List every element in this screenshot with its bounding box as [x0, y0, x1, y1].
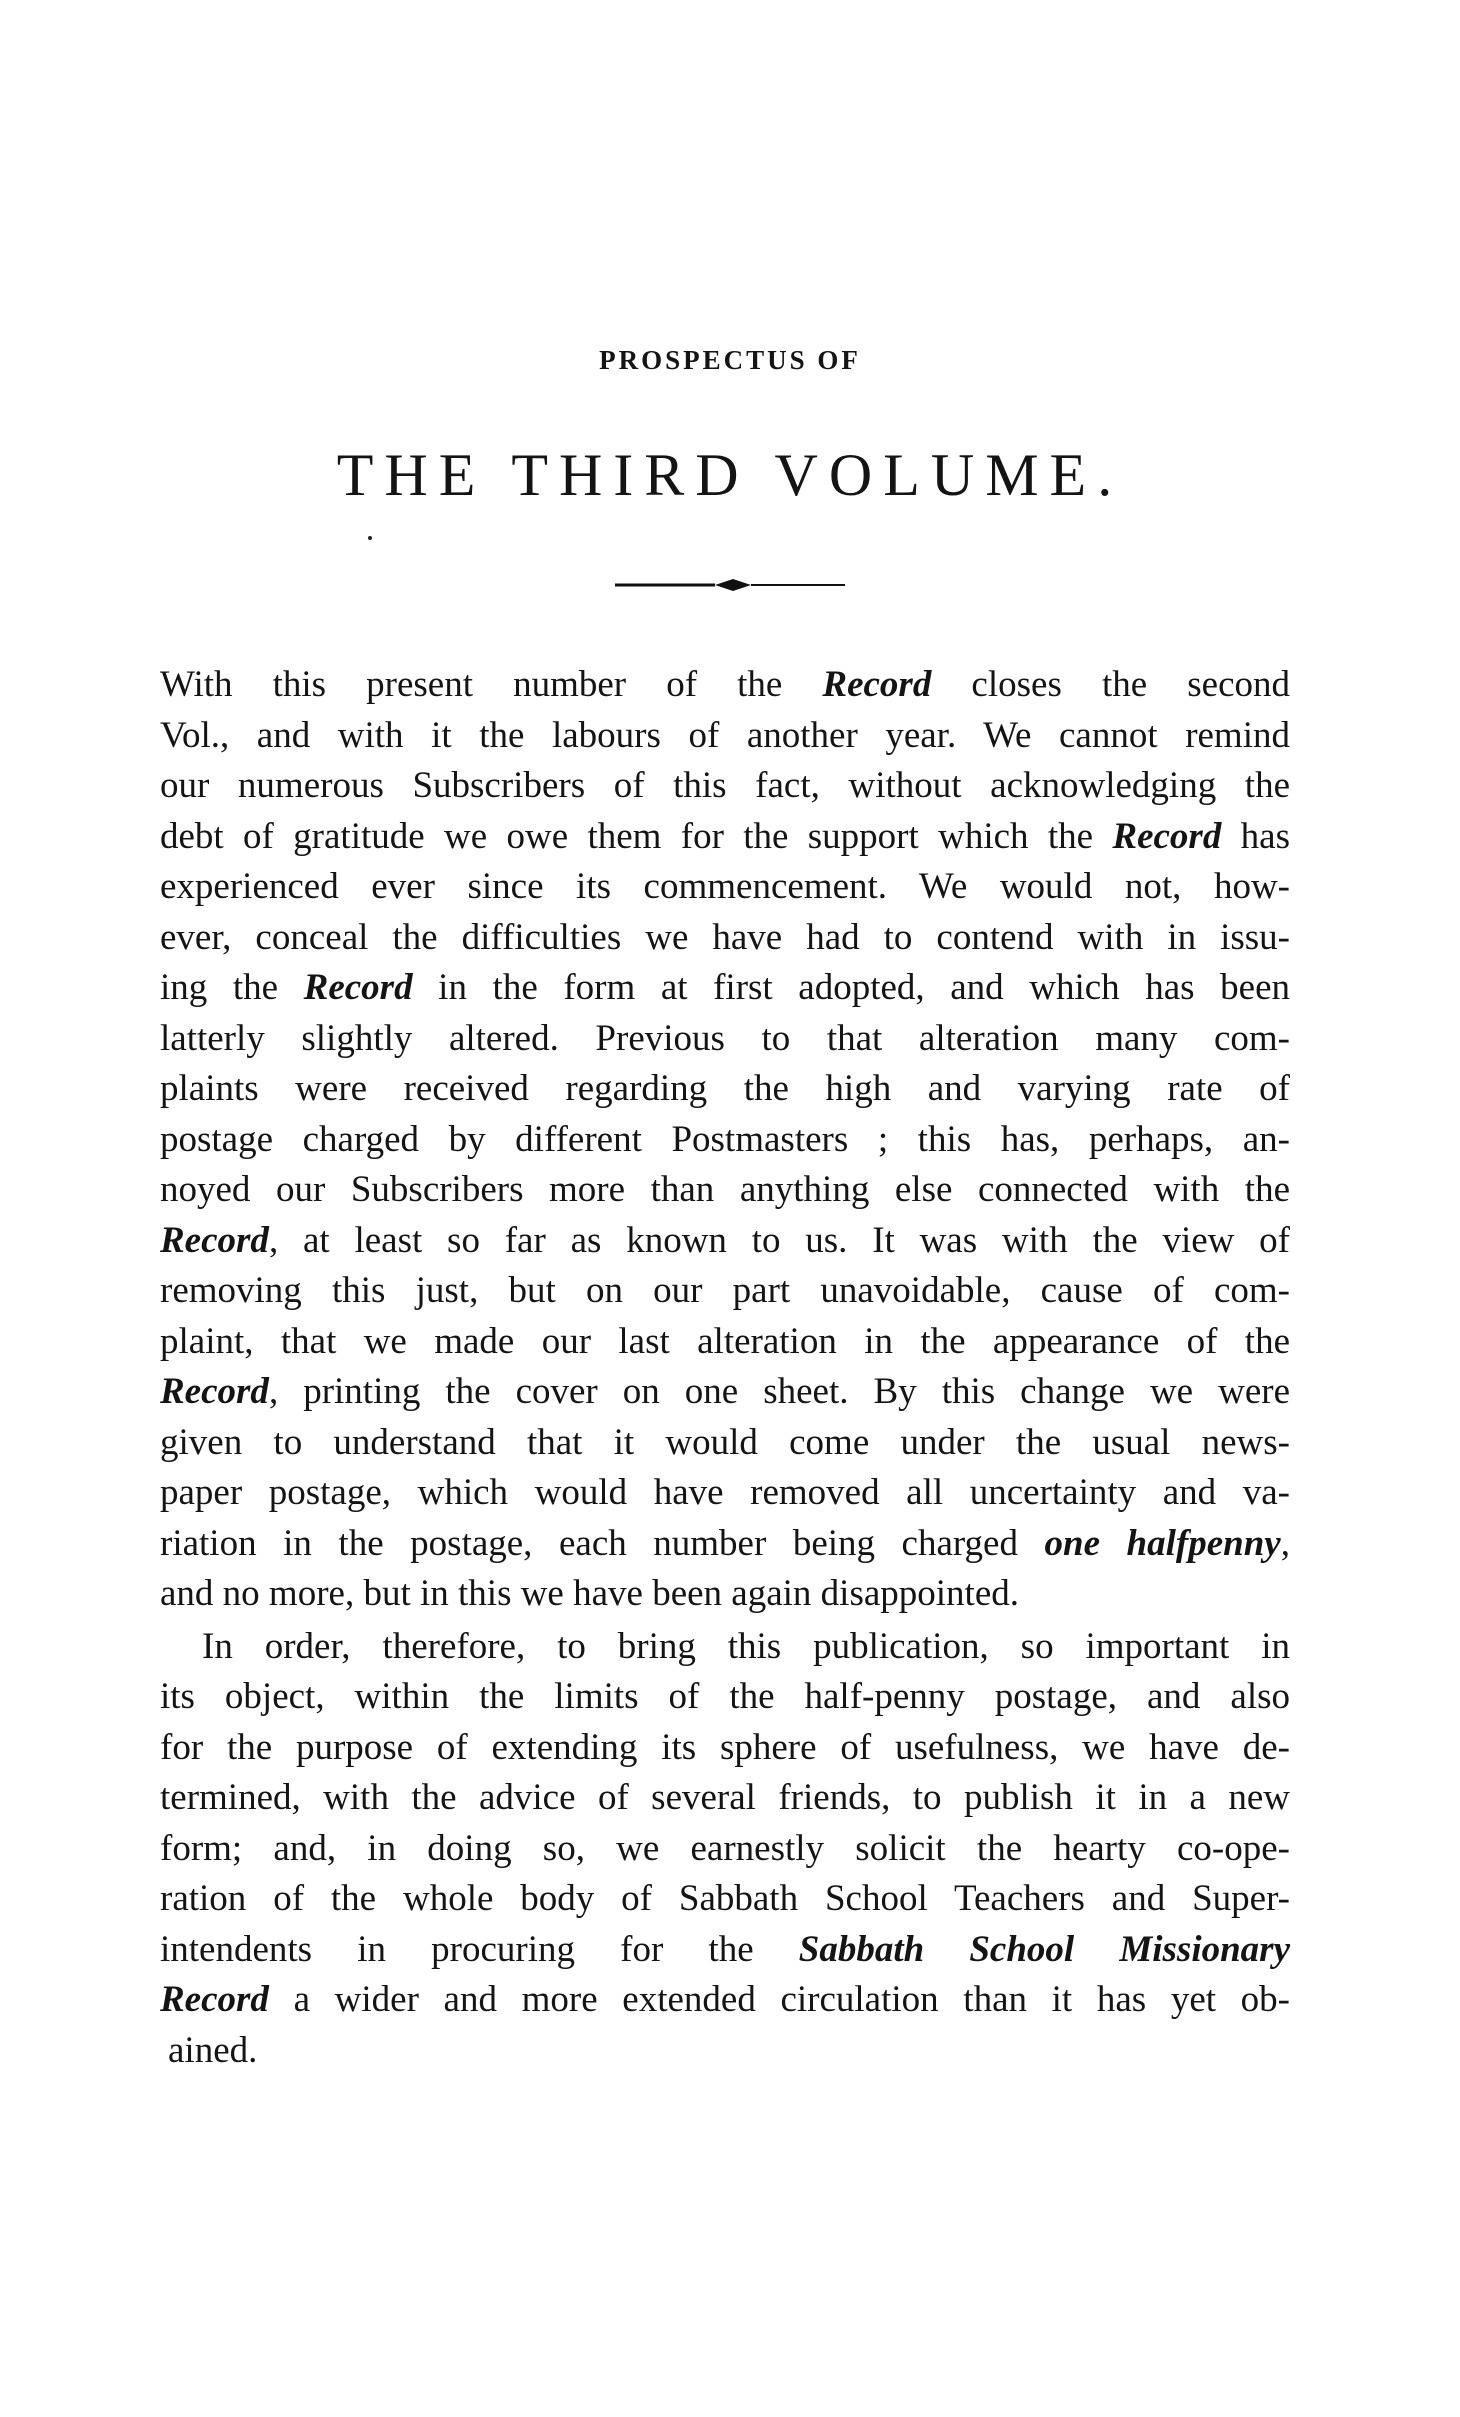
text-line — [160, 1418, 1290, 1469]
text-line — [160, 1824, 1290, 1875]
kicker-heading: PROSPECTUS OF — [599, 345, 861, 375]
italic-run: one halfpenny — [1044, 1522, 1281, 1564]
text-run: in the form at first adopted, and which has been — [412, 967, 1291, 1008]
text-run: ever, conceal the difficulties we have had to contend with in issu- — [160, 916, 1290, 958]
text-line — [160, 1115, 1290, 1166]
italic-run: Sabbath School Missionary — [798, 1928, 1290, 1970]
italic-run: Record — [160, 1979, 269, 2020]
text-run: , — [1280, 1522, 1290, 1564]
text-run: termined, with the advice of several friends, to publish it in a new — [160, 1777, 1290, 1818]
text-line — [160, 1773, 1290, 1824]
text-line — [160, 1216, 1290, 1267]
text-run: latterly slightly altered. Previous to that alteration many com- — [160, 1017, 1290, 1059]
text-line — [160, 963, 1290, 1014]
text-line — [160, 1672, 1290, 1723]
text-run: intendents in procuring for the — [160, 1928, 799, 1970]
text-line — [160, 1317, 1290, 1368]
text-line — [160, 1622, 1290, 1673]
text-run: , printing the cover on one sheet. By this change we were — [268, 1371, 1290, 1412]
text-line — [160, 862, 1290, 913]
text-run: noyed our Subscribers more than anything else connected with the — [160, 1169, 1290, 1210]
page-title: THE THIRD VOLUME. — [336, 442, 1124, 508]
text-line — [160, 1468, 1290, 1519]
text-line — [160, 1519, 1290, 1570]
text-line — [160, 812, 1290, 863]
diamond-rule-icon — [615, 578, 845, 592]
text-run: riation in the postage, each number being charged — [160, 1522, 1045, 1564]
text-run: ration of the whole body of Sabbath School Teachers and Super- — [160, 1878, 1290, 1919]
text-line — [160, 1874, 1290, 1925]
text-line — [160, 1569, 1290, 1620]
italic-run: Record — [1112, 815, 1222, 857]
text-run: experienced ever since its commencement. We would not, how- — [160, 866, 1290, 907]
text-run: , at least so far as known to us. It was with the view of — [268, 1219, 1290, 1261]
italic-run: Record — [303, 967, 413, 1008]
text-run: closes the second — [931, 664, 1290, 705]
text-run: postage charged by different Postmasters ; this has, perhaps, an- — [160, 1118, 1290, 1160]
italic-run: Record — [160, 1371, 269, 1412]
text-run: form; and, in doing so, we earnestly solicit the hearty co-ope- — [160, 1827, 1290, 1869]
text-run: ained. — [168, 2029, 258, 2071]
text-line — [160, 913, 1290, 964]
print-speck — [368, 536, 372, 540]
text-run: paper postage, which would have removed all uncertainty and va- — [160, 1472, 1290, 1513]
text-run: In order, therefore, to bring this publication, so important in — [202, 1625, 1290, 1667]
text-line — [160, 1165, 1290, 1216]
text-line — [160, 711, 1290, 762]
text-run: plaint, that we made our last alteration in the appearance of the — [160, 1320, 1290, 1362]
text-line — [160, 1064, 1290, 1115]
text-line — [160, 1266, 1290, 1317]
text-run: for the purpose of extending its sphere of usefulness, we have de- — [160, 1726, 1290, 1768]
text-line — [160, 1367, 1290, 1418]
text-run: ing the — [160, 967, 304, 1008]
text-run: Vol., and with it the labours of another year. We cannot remind — [160, 714, 1290, 756]
italic-run: Record — [822, 664, 932, 705]
text-line — [160, 2026, 1290, 2077]
text-run: With this present number of the — [160, 664, 823, 705]
text-run: a wider and more extended circulation than it has yet ob- — [268, 1979, 1290, 2020]
text-line — [160, 1925, 1290, 1976]
text-run: plaints were received regarding the high and varying rate of — [160, 1068, 1290, 1109]
text-line — [160, 761, 1290, 812]
text-run: our numerous Subscribers of this fact, without acknowledging the — [160, 765, 1290, 806]
text-line — [160, 660, 1290, 711]
text-line — [160, 1975, 1290, 2026]
text-run: and no more, but in this we have been again disappointed. — [160, 1573, 1020, 1614]
text-run: debt of gratitude we owe them for the support which the — [160, 815, 1113, 857]
text-line — [160, 1723, 1290, 1774]
text-run: given to understand that it would come under the usual news- — [160, 1421, 1290, 1463]
italic-run: Record — [160, 1219, 269, 1261]
text-run: its object, within the limits of the half-penny postage, and also — [160, 1676, 1290, 1717]
body-text — [160, 660, 1290, 2076]
text-run: has — [1221, 815, 1290, 857]
ornament-divider — [0, 578, 1460, 592]
text-line — [160, 1014, 1290, 1065]
text-run: removing this just, but on our part unavoidable, cause of com- — [160, 1270, 1290, 1311]
